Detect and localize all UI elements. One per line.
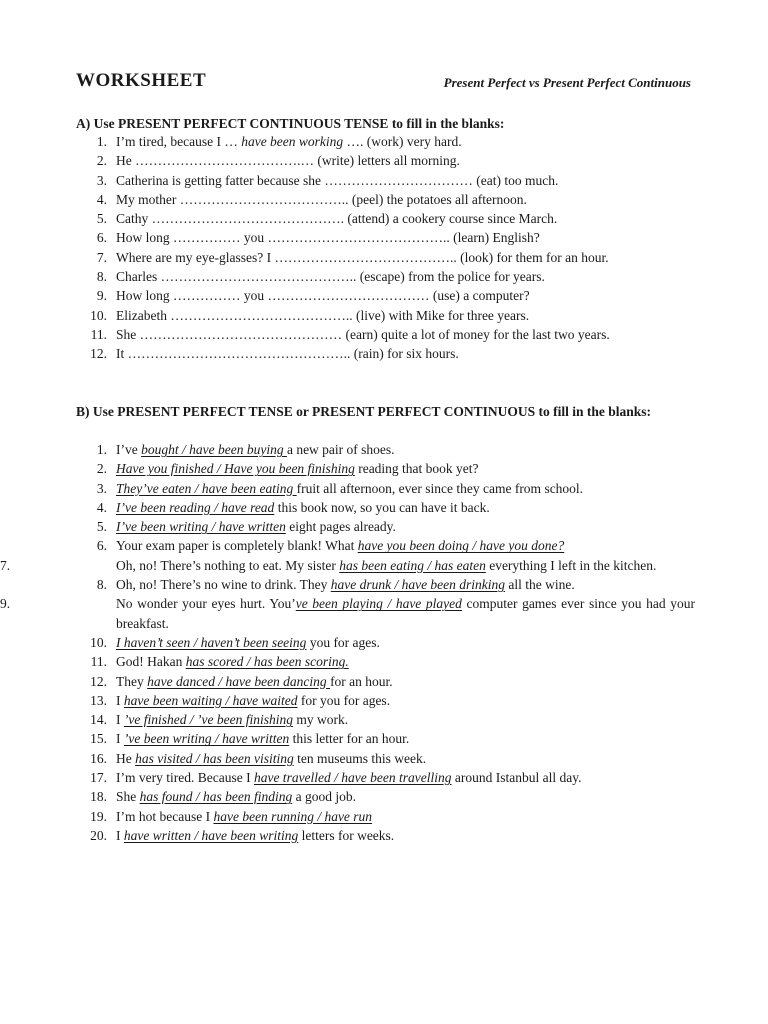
exercise-b-item <box>0 710 695 729</box>
verb-options: ’ve been writing / have written <box>123 731 290 747</box>
exercise-b-item <box>0 498 695 517</box>
item-text: She <box>116 789 140 805</box>
verb-options: I’ve been writing / have written <box>116 519 286 535</box>
item-number: 5. <box>96 211 107 227</box>
exercise-a-item <box>0 151 695 170</box>
exercise-b-item <box>0 826 695 845</box>
item-text: God! Hakan <box>116 654 186 670</box>
verb-options: have been running / have run <box>213 808 373 824</box>
exercise-a-item <box>0 325 695 344</box>
item-text: Oh, no! There’s nothing to eat. My sister <box>116 557 340 573</box>
item-number: 17. <box>90 770 107 786</box>
verb-options: ’ve finished / ’ve been finishing <box>123 712 293 728</box>
item-number: 11. <box>90 326 107 342</box>
item-number: 3. <box>96 480 107 496</box>
item-text: I’ve <box>116 442 142 457</box>
item-text-after: a good job. <box>292 789 356 805</box>
item-number: 4. <box>96 191 107 207</box>
item-text: Your exam paper is completely blank! What <box>116 538 358 554</box>
exercise-b-item <box>0 440 695 459</box>
exercise-b-item <box>0 672 695 691</box>
item-text-after: you for ages. <box>306 634 380 650</box>
section-a-heading: A) Use PRESENT PERFECT CONTINUOUS TENSE to fill in the blanks: <box>76 116 505 131</box>
item-text-after: for you for ages. <box>297 692 391 708</box>
item-number: 18. <box>90 789 107 805</box>
item-text: Cathy ……………………………………. (attend) a cookery course since March. <box>116 211 558 227</box>
item-number: 10. <box>90 634 107 650</box>
section-b-heading: B) Use PRESENT PERFECT TENSE or PRESENT PERFECT CONTINUOUS to fill in the blanks: <box>76 404 651 419</box>
item-number: 6. <box>96 538 107 554</box>
item-text-after: …. (work) very hard. <box>343 134 462 149</box>
item-number: 1. <box>96 134 107 149</box>
item-number: 15. <box>90 731 107 747</box>
exercise-a-item <box>0 228 695 247</box>
exercise-a-item <box>0 248 695 267</box>
item-text: My mother ……………………………….. (peel) the potatoes all afternoon. <box>116 191 527 207</box>
item-text: He <box>116 750 136 766</box>
exercise-b-item <box>0 594 695 633</box>
item-number: 10. <box>90 307 107 323</box>
item-number: 7. <box>0 557 11 573</box>
exercise-b-item <box>0 749 695 768</box>
exercise-a-item <box>0 267 695 286</box>
item-number: 3. <box>96 172 107 188</box>
verb-options: have written / have been writing <box>123 827 299 843</box>
verb-options: They’ve eaten / have been eating <box>116 480 297 496</box>
item-number: 9. <box>96 288 107 304</box>
verb-options: have you been doing / have you done? <box>357 538 565 554</box>
exercise-b-item <box>0 575 695 594</box>
item-number: 16. <box>90 750 107 766</box>
item-number: 6. <box>96 230 107 246</box>
exercise-b-item <box>0 556 695 575</box>
item-text-after: for an hour. <box>330 673 393 689</box>
example-answer: have been working <box>241 134 344 149</box>
verb-options: I’ve been reading / have read <box>116 499 275 515</box>
item-text-after: fruit all afternoon, ever since they came from school. <box>296 480 584 496</box>
item-number: 5. <box>96 519 107 535</box>
exercise-b-item <box>0 459 695 478</box>
item-text: Where are my eye-glasses? I ………………………………….. (look) for them for an hour. <box>116 249 609 265</box>
item-number: 14. <box>90 712 107 728</box>
exercise-b-item <box>0 633 695 652</box>
item-text-after: ten museums this week. <box>293 750 427 766</box>
item-number: 8. <box>96 269 107 285</box>
item-number: 19. <box>90 808 107 824</box>
item-text-after: letters for weeks. <box>298 827 395 843</box>
verb-options: has scored / has been scoring. <box>185 654 349 670</box>
item-text: I <box>116 712 124 728</box>
exercise-a-item <box>0 132 695 151</box>
exercise-a-item <box>0 209 695 228</box>
item-text-after: this letter for an hour. <box>289 731 410 747</box>
verb-options: I haven’t seen / haven’t been seeing <box>116 634 307 650</box>
item-text: How long …………… you ………………………………….. (learn) English? <box>116 230 540 246</box>
verb-options: Have you finished / Have you been finishing <box>116 461 355 477</box>
exercise-a-item <box>0 190 695 209</box>
exercise-a-item <box>0 286 695 305</box>
item-number: 11. <box>90 654 107 670</box>
verb-options: have danced / have been dancing <box>147 673 331 689</box>
item-number: 8. <box>96 577 107 593</box>
exercise-a-item <box>0 171 695 190</box>
item-text: It ………………………………………….. (rain) for six hours. <box>116 346 459 362</box>
item-text-after: all the wine. <box>505 577 575 593</box>
item-number: 13. <box>90 692 107 708</box>
item-text: I <box>116 731 124 747</box>
item-text: I <box>116 692 124 708</box>
item-text: Oh, no! There’s no wine to drink. They <box>116 577 331 593</box>
item-text-after: eight pages already. <box>285 519 396 535</box>
item-text: I’m hot because I <box>116 808 214 824</box>
item-text: Elizabeth ………………………………….. (live) with Mike for three years. <box>116 307 530 323</box>
exercise-b-item <box>0 768 695 787</box>
item-number: 7. <box>96 249 107 265</box>
verb-options: has found / has been finding <box>139 789 293 805</box>
exercise-b-item <box>0 479 695 498</box>
item-text: He ……………………………….… (write) letters all morning. <box>116 153 460 169</box>
verb-options: have drunk / have been drinking <box>330 577 506 593</box>
worksheet-title: WORKSHEET <box>76 70 207 91</box>
item-text-after: this book now, so you can have it back. <box>274 499 490 515</box>
exercise-a-item <box>0 306 695 325</box>
item-text: I <box>116 827 124 843</box>
exercise-b-item <box>0 652 695 671</box>
exercise-b-item <box>0 536 695 555</box>
item-number: 9. <box>0 596 11 612</box>
verb-options: has visited / has been visiting <box>135 750 294 766</box>
verb-options: have travelled / have been travelling <box>253 770 452 786</box>
item-number: 12. <box>90 346 107 362</box>
verb-options: have been waiting / have waited <box>123 692 298 708</box>
item-text: No wonder your eyes hurt. You’ <box>116 596 296 612</box>
item-text: I’m tired, because I … <box>116 134 242 149</box>
item-number: 20. <box>90 827 107 843</box>
section-a-list <box>0 132 768 364</box>
item-text: Catherina is getting fatter because she …………………………… (eat) too much. <box>116 172 559 188</box>
item-text-after: reading that book yet? <box>354 461 479 477</box>
verb-options: has been eating / has eaten <box>339 557 486 573</box>
exercise-b-item <box>0 787 695 806</box>
section-b-list <box>0 440 768 845</box>
item-text: Charles …………………………………….. (escape) from the police for years. <box>116 269 545 285</box>
exercise-b-item <box>0 517 695 536</box>
item-text-after: my work. <box>292 712 349 728</box>
item-number: 12. <box>90 673 107 689</box>
exercise-b-item <box>0 691 695 710</box>
exercise-b-item <box>0 729 695 748</box>
item-number: 2. <box>96 461 107 477</box>
verb-options: bought / have been buying <box>141 442 287 457</box>
item-text-after: around Istanbul all day. <box>451 770 582 786</box>
item-number: 2. <box>96 153 107 169</box>
item-text: She ……………………………………… (earn) quite a lot of money for the last two years. <box>116 326 610 342</box>
item-number: 4. <box>96 499 107 515</box>
item-text: They <box>116 673 148 689</box>
item-text-after: everything I left in the kitchen. <box>485 557 657 573</box>
worksheet-subtitle: Present Perfect vs Present Perfect Continuous <box>443 75 691 90</box>
item-text-after: a new pair of shoes. <box>286 442 395 457</box>
verb-options: ve been playing / have played <box>295 596 462 612</box>
exercise-b-item <box>0 807 695 826</box>
exercise-a-item <box>0 344 695 363</box>
item-text: How long …………… you ……………………………… (use) a computer? <box>116 288 530 304</box>
item-text: I’m very tired. Because I <box>116 770 254 786</box>
item-number: 1. <box>96 442 107 457</box>
item-text-after: computer games ever since you had your breakfast. <box>116 596 695 631</box>
